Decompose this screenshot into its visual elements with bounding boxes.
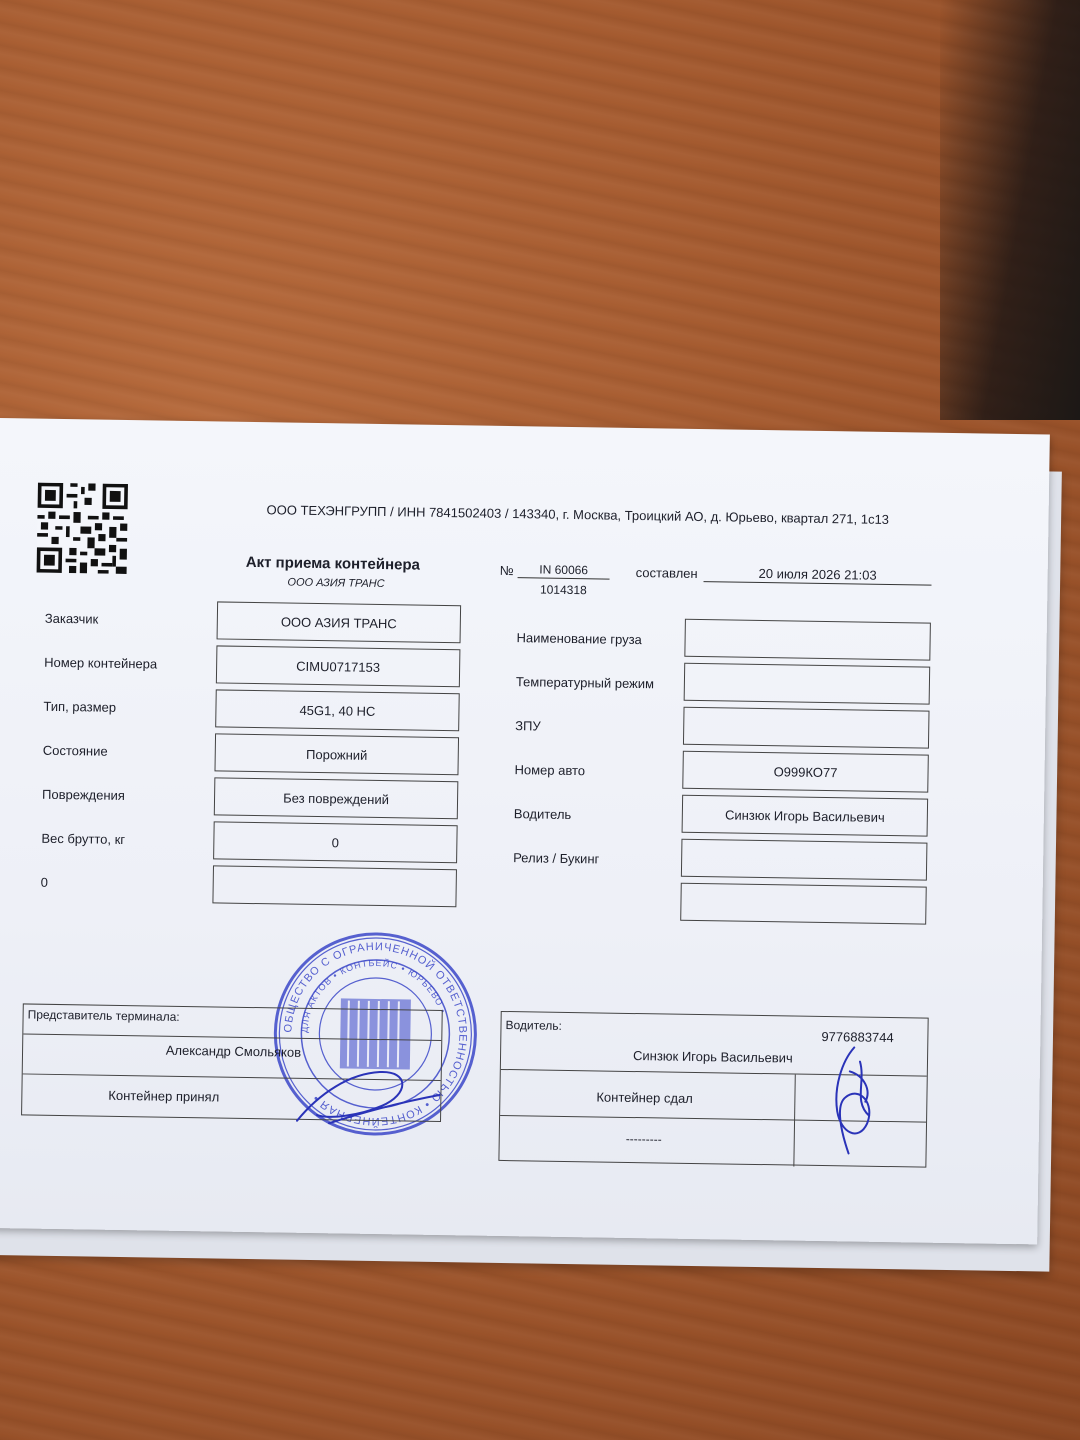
field-label-seal: ЗПУ	[515, 718, 541, 734]
made-label: составлен	[635, 565, 698, 581]
document-number-sub: 1014318	[539, 582, 587, 598]
terminal-title: Представитель терминала:	[27, 1007, 180, 1024]
field-label-gross-weight: Вес брутто, кг	[41, 830, 126, 848]
field-value-driver: Синзюк Игорь Васильевич	[682, 795, 929, 837]
field-label-container-number: Номер контейнера	[44, 654, 158, 672]
field-label-driver: Водитель	[513, 806, 572, 823]
terminal-representative-name: Александр Смольяков	[165, 1042, 302, 1060]
field-label-extra: 0	[40, 874, 49, 890]
driver-phone: 9776883744	[821, 1028, 894, 1046]
field-label-damage: Повреждения	[41, 786, 126, 804]
driver-dashes: ---------	[625, 1131, 662, 1147]
background-shadow	[940, 0, 1080, 420]
field-label-type-size: Тип, размер	[43, 698, 117, 715]
svg-text:ОБЩЕСТВО С ОГРАНИЧЕННОЙ ОТВЕТС: ОБЩЕСТВО С ОГРАНИЧЕННОЙ ОТВЕТСТВЕННОСТЬЮ • КОНТЕЙНЕРНАЯ •	[282, 940, 469, 1127]
field-label-release-booking: Релиз / Букинг	[513, 850, 600, 867]
number-label: №	[499, 562, 514, 579]
field-value-seal	[683, 707, 930, 749]
field-value-extra-right	[680, 883, 927, 925]
field-label-vehicle-number: Номер авто	[514, 762, 586, 779]
driver-signature	[818, 1041, 890, 1162]
field-value-temperature	[684, 663, 931, 705]
field-value-damage: Без повреждений	[214, 777, 459, 819]
field-label-condition: Состояние	[42, 742, 108, 759]
document-date: 20 июля 2026 21:03	[704, 565, 932, 586]
qr-code-icon	[34, 483, 131, 574]
field-value-type-size: 45G1, 40 HC	[215, 689, 460, 731]
driver-action: Контейнер сдал	[596, 1089, 693, 1106]
field-label-temperature: Температурный режим	[515, 674, 655, 692]
field-label-customer: Заказчик	[44, 610, 99, 627]
field-value-cargo-name	[684, 619, 931, 661]
terminal-signature	[289, 1053, 450, 1136]
field-value-extra	[212, 865, 457, 907]
document-title: Акт приема контейнера	[245, 553, 421, 574]
acceptance-act-document	[0, 418, 1050, 1244]
company-info-line: ООО ТЕХЭНГРУПП / ИНН 7841502403 / 143340, г. Москва, Троицкий АО, д. Юрьево, квартал 271, 1с13	[266, 502, 890, 527]
terminal-action: Контейнер принял	[108, 1087, 220, 1105]
field-value-release-booking	[681, 839, 928, 881]
field-value-condition: Порожний	[214, 733, 459, 775]
svg-text:ДЛЯ АКТОВ • КОНТБЕЙС • ЮРЬЕВО: ДЛЯ АКТОВ • КОНТБЕЙС • ЮРЬЕВО •	[299, 957, 449, 1034]
field-value-container-number: CIMU0717153	[216, 645, 461, 687]
field-value-gross-weight: 0	[213, 821, 458, 863]
document-number: IN 60066	[518, 562, 610, 579]
driver-title: Водитель:	[505, 1018, 562, 1033]
field-value-vehicle-number: О999КО77	[682, 751, 929, 793]
field-value-customer: ООО АЗИЯ ТРАНС	[217, 601, 462, 643]
document-subtitle: ООО АЗИЯ ТРАНС	[287, 576, 385, 591]
field-label-cargo-name: Наименование груза	[516, 630, 642, 648]
driver-name: Синзюк Игорь Васильевич	[632, 1048, 793, 1066]
